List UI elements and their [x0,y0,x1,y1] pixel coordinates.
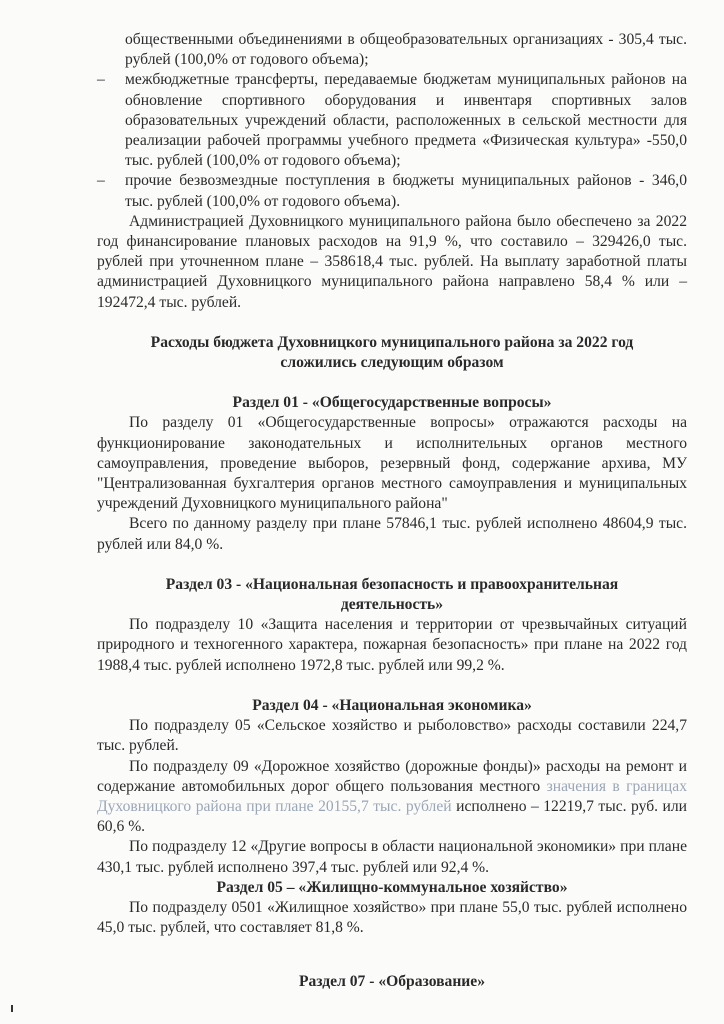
section-03-heading-line2: деятельность» [340,596,444,614]
list-item-continuation: общественными объединениями в общеобразовательных организациях - 305,4 тыс. рублей (100,0% от годового объема); [125,31,687,69]
section-03-heading-line1: Раздел 03 - «Национальная безопасность и правоохранительная [165,575,619,593]
document-page [97,30,687,993]
section-01-total: Всего по данному разделу при плане 57846,1 тыс. рублей исполнено 48604,9 тыс. рублей или 84,0 %. [97,515,687,553]
list-item [97,171,687,211]
list-item [97,70,687,171]
paragraph-09-part1: По подразделу 09 «Дорожное хозяйство (дорожные фонды)» расходы на ремонт и содержание автомобильных дорог общего пользования местного [97,757,687,795]
list-item-text: прочие безвозмездные поступления в бюджеты муниципальных районов - 346,0 тыс. рублей (100,0% от годового объема). [125,172,687,210]
section-01-heading: Раздел 01 - «Общегосударственные вопросы» [232,394,552,412]
section-04-paragraph-05: По подразделу 05 «Сельское хозяйство и рыболовство» расходы составили 224,7 тыс. рублей. [97,717,687,755]
section-04-heading: Раздел 04 - «Национальная экономика» [252,696,532,714]
scan-mark [11,1005,13,1012]
section-04-paragraph-12: По подразделу 12 «Другие вопросы в области национальной экономики» при плане 430,1 тыс. рублей исполнено 397,4 тыс. рублей или 92,4 %. [97,838,687,876]
admin-paragraph: Администрацией Духовницкого муниципального района было обеспечено за 2022 год финансирование плановых расходов на 91,9 %, что составило – 329426,0 тыс. рублей при уточненном плане – 358618,4 тыс. рублей. На выплату заработной платы администрацией Духовницкого муниципального района направлено 58,4 % или – 192472,4 тыс. рублей. [97,212,687,311]
dash-bullet: – [97,71,105,89]
main-heading-line2: сложились следующим образом [280,354,504,372]
section-05-paragraph: По подразделу 0501 «Жилищное хозяйство» при плане 55,0 тыс. рублей исполнено 45,0 тыс. рублей, что составляет 81,8 %. [97,898,687,937]
paragraph-09-faded-line: значения в границах Духовницкого района при плане 20155,7 тыс. рублей [97,777,687,815]
section-03-paragraph: По подразделу 10 «Защита населения и территории от чрезвычайных ситуаций природного и техногенного характера, пожарная безопасность» при плане на 2022 год 1988,4 тыс. рублей исполнено 1972,8 тыс. рублей или 99,2 %. [97,616,687,674]
list-item-text: межбюджетные трансферты, передаваемые бюджетам муниципальных районов на обновление спортивного оборудования и инвентаря спортивных залов образовательных учреждений области, расположенных в сельской местности для реализации рабочей программы учебного предмета «Физическая культура» -550,0 тыс. рублей (100,0% от годового объема); [125,71,687,170]
section-04-paragraph-09 [97,757,687,838]
section-07-heading: Раздел 07 - «Образование» [298,973,486,991]
dash-bullet: – [97,172,105,190]
section-01-paragraph: По разделу 01 «Общегосударственные вопросы» отражаются расходы на функционирование законодательных и исполнительных органов местного самоуправления, проведение выборов, резервный фонд, содержание архива, МУ "Централизованная бухгалтерия органов местного самоуправления и муниципальных учреждений Духовницкого муниципального района" [97,414,687,513]
main-heading-line1: Расходы бюджета Духовницкого муниципального района за 2022 год [150,333,634,351]
section-05-heading: Раздел 05 – «Жилищно-коммунальное хозяйство» [216,878,568,896]
paragraph-09-part3: исполнено – 12219,7 тыс. руб. или 60,6 %. [97,797,687,836]
